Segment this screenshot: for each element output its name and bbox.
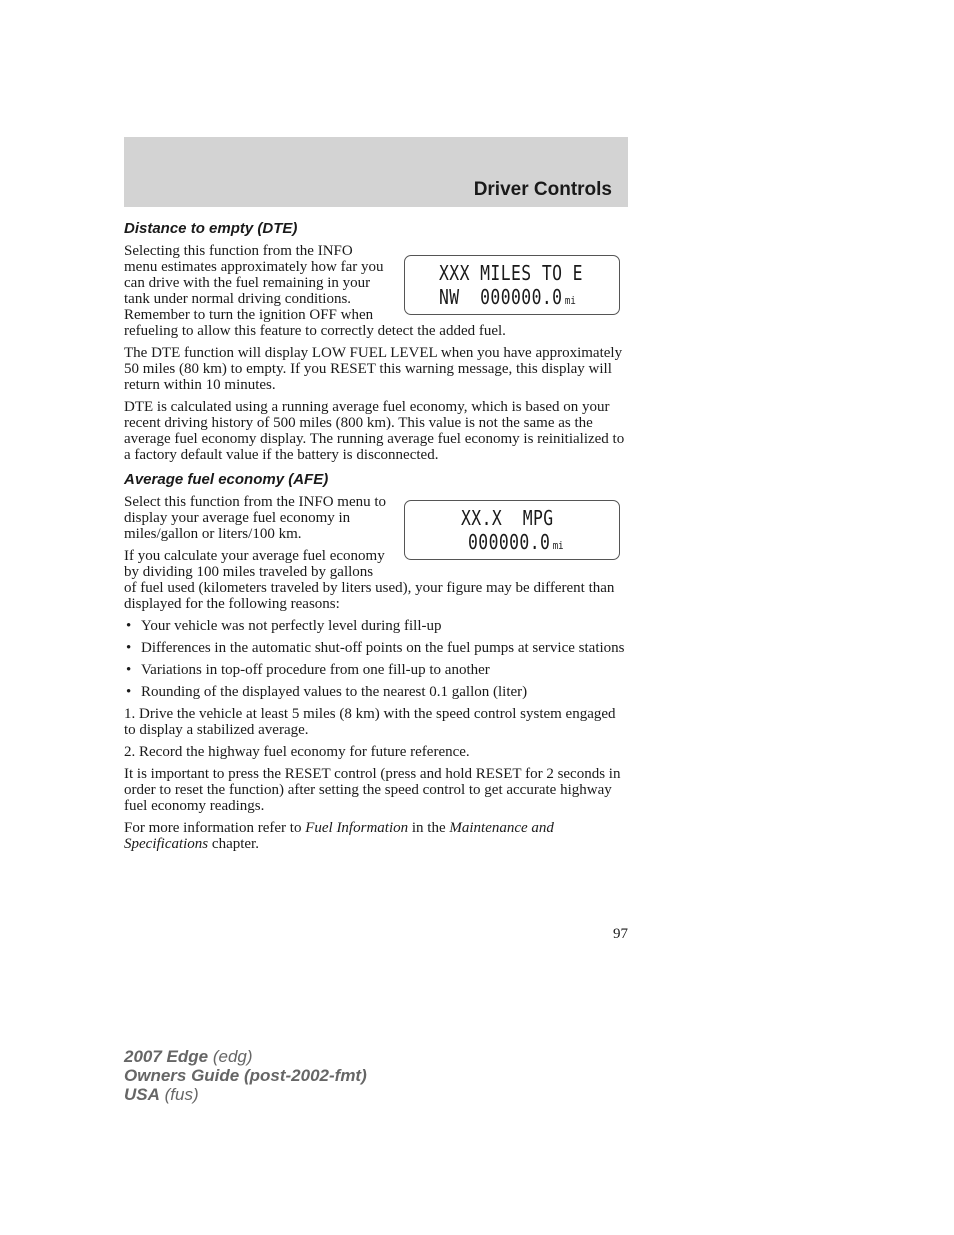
dte-display-unit: mi bbox=[564, 294, 576, 307]
document-footer bbox=[124, 1047, 367, 1104]
footer-model: 2007 Edge bbox=[124, 1047, 209, 1066]
dte-display-value: 000000.0 bbox=[480, 285, 563, 309]
footer-model-code: (edg) bbox=[212, 1047, 253, 1066]
list-item: • Differences in the automatic shut-off points on the fuel pumps at service stations bbox=[124, 640, 628, 656]
dte-display-line1: XXX MILES TO E bbox=[439, 261, 583, 285]
list-item: • Rounding of the displayed values to the nearest 0.1 gallon (liter) bbox=[124, 684, 628, 700]
afe-display-line2 bbox=[468, 531, 564, 557]
afe-paragraph-1: Select this function from the INFO menu to display your average fuel economy in miles/gallon or liters/100 km. bbox=[124, 494, 387, 542]
dte-display-line2 bbox=[439, 286, 576, 312]
afe-step-1: 1. Drive the vehicle at least 5 miles (8 km) with the speed control system engaged to display a stabilized average. bbox=[124, 706, 616, 738]
afe-paragraph-2: If you calculate your average fuel economy by dividing 100 miles traveled by gallons of fuel used (kilometers traveled by liters used), your figure may be different than displayed for the following reasons: bbox=[124, 548, 615, 612]
footer-line-3 bbox=[124, 1085, 367, 1104]
afe-display-unit: mi bbox=[552, 539, 564, 552]
dte-display-illustration bbox=[404, 255, 620, 315]
footer-line-2 bbox=[124, 1066, 367, 1085]
header-band bbox=[124, 137, 628, 207]
fuel-information-reference: Fuel Information bbox=[305, 820, 409, 836]
afe-ref-prefix: For more information refer to bbox=[124, 820, 306, 836]
afe-paragraph-4 bbox=[124, 820, 628, 852]
afe-display-value: 000000.0 bbox=[468, 530, 551, 554]
afe-reasons-list bbox=[124, 618, 628, 700]
afe-ref-suffix: chapter. bbox=[208, 836, 259, 852]
footer-market-code: (fus) bbox=[164, 1085, 199, 1104]
footer-market: USA bbox=[124, 1085, 160, 1104]
afe-ref-middle: in the bbox=[408, 820, 450, 836]
list-item: • Variations in top-off procedure from one fill-up to another bbox=[124, 662, 628, 678]
dte-paragraph-3: DTE is calculated using a running average fuel economy, which is based on your recent driving history of 500 miles (800 km). This value is not the same as the average fuel economy display. The running average fuel economy is reinitialized to a factory default value if the battery is disconnected. bbox=[124, 399, 625, 463]
dte-paragraph-1: Selecting this function from the INFO menu estimates approximately how far you can drive with the fuel remaining in your tank under normal driving conditions. Remember to turn the ignition OFF when refueling to allow this feature to correctly detect the added fuel. bbox=[124, 243, 506, 339]
section-title: Driver Controls bbox=[473, 179, 612, 200]
afe-display-illustration bbox=[404, 500, 620, 560]
dte-heading: Distance to empty (DTE) bbox=[124, 220, 298, 237]
footer-guide: Owners Guide (post-2002-fmt) bbox=[124, 1066, 367, 1085]
dte-paragraph-2: The DTE function will display LOW FUEL LEVEL when you have approximately 50 miles (80 km) to empty. If you RESET this warning message, this display will return within 10 minutes. bbox=[124, 345, 623, 393]
afe-display-line1: XX.X MPG bbox=[461, 506, 554, 530]
page-content bbox=[124, 220, 628, 858]
dte-display-prefix: NW bbox=[439, 285, 460, 309]
page-number: 97 bbox=[613, 926, 628, 942]
footer-line-1 bbox=[124, 1047, 367, 1066]
list-item: • Your vehicle was not perfectly level during fill-up bbox=[124, 618, 628, 634]
afe-paragraph-3: It is important to press the RESET control (press and hold RESET for 2 seconds in order to reset the function) after setting the speed control to get accurate highway fuel economy readings. bbox=[124, 766, 621, 814]
afe-heading: Average fuel economy (AFE) bbox=[124, 471, 329, 488]
afe-step-2: 2. Record the highway fuel economy for future reference. bbox=[124, 744, 470, 760]
maintenance-chapter-reference: Maintenance and Specifications bbox=[124, 820, 554, 852]
